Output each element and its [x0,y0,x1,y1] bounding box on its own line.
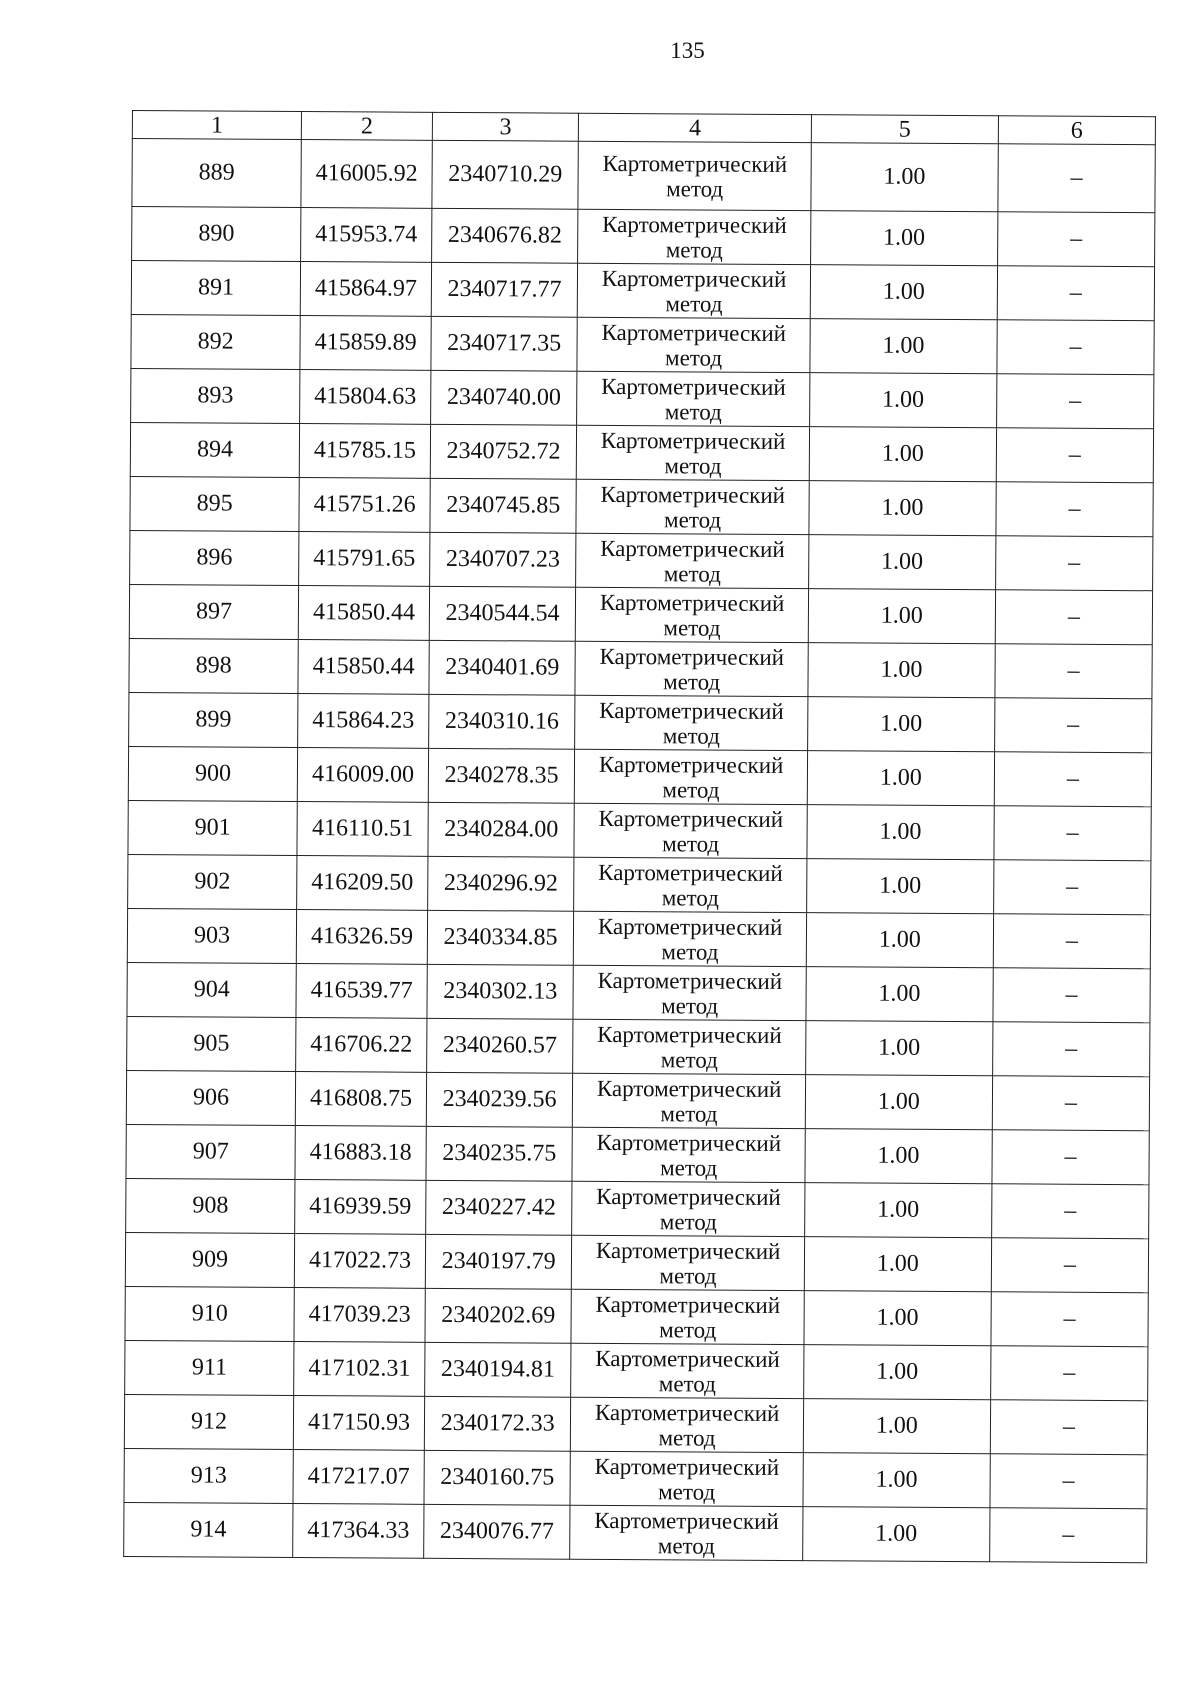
method-line-1: Картометрический [598,751,784,778]
method-line-2: метод [663,668,721,695]
table-row [127,1016,1150,1076]
accuracy-cell: 1.00 [805,1075,992,1130]
x-coordinate-cell: 415791.65 [299,532,430,587]
method-line-1: Картометрический [596,1183,781,1210]
x-coordinate-cell: 415785.15 [299,424,430,479]
point-number-cell: 905 [127,1016,297,1071]
accuracy-cell: 1.00 [810,211,997,266]
method-cell [578,141,811,210]
y-coordinate-cell: 2340302.13 [427,964,574,1019]
method-line-1: Картометрический [598,859,783,886]
method-line-1: Картометрический [596,1075,782,1102]
y-coordinate-cell: 2340296.92 [427,856,574,911]
note-cell: – [996,428,1153,483]
x-coordinate-cell: 416883.18 [295,1126,426,1181]
y-coordinate-cell: 2340707.23 [429,532,576,587]
table-row [125,1340,1148,1400]
method-line-1: Картометрический [601,265,787,292]
note-cell: – [990,1454,1147,1509]
method-line-2: метод [657,1532,715,1559]
accuracy-cell: 1.00 [806,967,993,1022]
accuracy-cell: 1.00 [810,319,997,374]
accuracy-cell: 1.00 [808,535,995,590]
accuracy-cell: 1.00 [805,1129,992,1184]
x-coordinate-cell: 415864.23 [298,694,429,749]
y-coordinate-cell: 2340401.69 [429,640,576,695]
method-cell [577,317,810,372]
accuracy-cell: 1.00 [804,1291,991,1346]
x-coordinate-cell: 416326.59 [297,910,428,965]
y-coordinate-cell: 2340197.79 [425,1234,572,1289]
note-cell: – [997,266,1154,321]
method-cell [575,749,808,804]
y-coordinate-cell: 2340076.77 [424,1504,571,1559]
note-cell: – [997,212,1154,267]
method-line-2: метод [658,1370,716,1397]
point-number-cell: 894 [130,422,300,477]
method-cell [570,1505,803,1560]
method-cell [578,209,811,264]
point-number-cell: 902 [128,854,298,909]
note-cell: – [993,914,1150,969]
method-cell [577,371,810,426]
x-coordinate-cell: 415953.74 [301,208,432,263]
table-row [132,207,1155,267]
point-number-cell: 899 [129,692,299,747]
point-number-cell: 903 [127,908,297,963]
accuracy-cell: 1.00 [802,1507,989,1562]
method-line-1: Картометрический [600,481,786,508]
method-line-2: метод [663,560,721,587]
method-line-1: Картометрический [594,1399,780,1426]
method-line-1: Картометрический [599,589,785,616]
accuracy-cell: 1.00 [804,1183,991,1238]
x-coordinate-cell: 416706.22 [296,1018,427,1073]
method-cell [574,857,807,912]
table-row [129,692,1152,752]
method-line-2: метод [665,236,723,263]
table-row [126,1178,1149,1238]
point-number-cell: 891 [131,261,301,316]
table-row [126,1070,1149,1130]
accuracy-cell: 1.00 [808,589,995,644]
point-number-cell: 907 [126,1124,296,1179]
x-coordinate-cell: 415850.44 [299,586,430,641]
point-number-cell: 913 [124,1448,294,1503]
point-number-cell: 909 [125,1232,295,1287]
method-line-2: метод [661,938,719,965]
method-line-1: Картометрический [601,373,786,400]
y-coordinate-cell: 2340202.69 [425,1288,572,1343]
x-coordinate-cell: 416209.50 [297,856,428,911]
method-line-1: Картометрический [602,150,788,177]
x-coordinate-cell: 416939.59 [295,1180,426,1235]
method-cell [571,1343,804,1398]
point-number-cell: 911 [125,1340,295,1395]
point-number-cell: 890 [132,207,302,262]
y-coordinate-cell: 2340745.85 [430,478,577,533]
method-line-1: Картометрический [595,1237,781,1264]
y-coordinate-cell: 2340235.75 [426,1126,573,1181]
method-line-1: Картометрический [597,967,783,994]
method-line-2: метод [662,722,720,749]
method-line-1: Картометрический [596,1129,782,1156]
y-coordinate-cell: 2340172.33 [424,1396,571,1451]
method-cell [571,1289,804,1344]
method-cell [574,803,807,858]
method-cell [573,1019,806,1074]
method-line-2: метод [663,614,721,641]
accuracy-cell: 1.00 [811,143,998,212]
method-cell [572,1127,805,1182]
method-line-2: метод [658,1424,716,1451]
method-line-1: Картометрический [602,211,787,238]
method-cell [576,533,809,588]
y-coordinate-cell: 2340717.77 [431,262,578,317]
method-line-2: метод [666,175,724,202]
method-cell [573,1073,806,1128]
table-row [132,139,1155,213]
accuracy-cell: 1.00 [809,427,996,482]
method-line-1: Картометрический [594,1453,780,1480]
y-coordinate-cell: 2340227.42 [425,1180,572,1235]
column-header-4: 4 [579,113,812,142]
table-row [131,368,1154,428]
y-coordinate-cell: 2340740.00 [430,370,577,425]
x-coordinate-cell: 417039.23 [294,1288,425,1343]
y-coordinate-cell: 2340160.75 [424,1450,571,1505]
table-body [124,139,1156,1563]
note-cell: – [991,1238,1148,1293]
method-cell [572,1235,805,1290]
point-number-cell: 896 [130,530,300,585]
method-cell [576,479,809,534]
x-coordinate-cell: 417150.93 [294,1396,425,1451]
method-line-1: Картометрический [599,643,785,670]
point-number-cell: 910 [125,1286,295,1341]
point-number-cell: 897 [129,584,299,639]
accuracy-cell: 1.00 [808,643,995,698]
method-line-1: Картометрический [597,1021,782,1048]
note-cell: – [992,1184,1149,1239]
y-coordinate-cell: 2340544.54 [429,586,576,641]
point-number-cell: 895 [130,476,300,531]
x-coordinate-cell: 416110.51 [297,802,428,857]
table-row [130,476,1153,536]
accuracy-cell: 1.00 [803,1399,990,1454]
method-cell [573,965,806,1020]
method-cell [575,695,808,750]
y-coordinate-cell: 2340717.35 [431,316,578,371]
accuracy-cell: 1.00 [809,373,996,428]
column-header-2: 2 [302,112,433,141]
x-coordinate-cell: 415751.26 [299,478,430,533]
accuracy-cell: 1.00 [807,805,994,860]
method-line-2: метод [659,1316,717,1343]
note-cell: – [997,320,1154,375]
method-line-1: Картометрический [594,1507,779,1534]
note-cell: – [993,1022,1150,1077]
method-line-2: метод [664,398,722,425]
note-cell: – [991,1346,1148,1401]
table-row [125,1232,1148,1292]
method-cell [571,1397,804,1452]
method-cell [577,425,810,480]
accuracy-cell: 1.00 [809,481,996,536]
y-coordinate-cell: 2340284.00 [428,802,575,857]
method-cell [576,587,809,642]
method-cell [572,1181,805,1236]
note-cell: – [996,374,1153,429]
accuracy-cell: 1.00 [807,697,994,752]
note-cell: – [990,1508,1147,1563]
x-coordinate-cell: 416005.92 [301,140,432,209]
method-line-2: метод [660,1154,718,1181]
method-line-2: метод [661,992,719,1019]
x-coordinate-cell: 415850.44 [298,640,429,695]
note-cell: – [993,860,1150,915]
method-line-1: Картометрический [599,697,784,724]
table-row [131,261,1154,321]
x-coordinate-cell: 415804.63 [300,370,431,425]
column-header-1: 1 [132,111,301,140]
y-coordinate-cell: 2340194.81 [425,1342,572,1397]
method-line-1: Картометрический [598,805,784,832]
note-cell: – [995,536,1152,591]
table-row [129,584,1152,644]
point-number-cell: 908 [126,1178,296,1233]
note-cell: – [993,968,1150,1023]
y-coordinate-cell: 2340239.56 [426,1072,573,1127]
y-coordinate-cell: 2340310.16 [428,694,575,749]
accuracy-cell: 1.00 [805,1021,992,1076]
method-line-2: метод [660,1046,718,1073]
x-coordinate-cell: 417022.73 [295,1234,426,1289]
table-row [124,1448,1147,1508]
x-coordinate-cell: 415864.97 [300,262,431,317]
note-cell: – [990,1400,1147,1455]
point-number-cell: 906 [126,1070,296,1125]
point-number-cell: 893 [131,368,301,423]
table-row [124,1502,1147,1562]
method-line-1: Картометрический [595,1291,781,1318]
note-cell: – [998,144,1156,213]
note-cell: – [994,698,1151,753]
method-line-2: метод [664,506,722,533]
y-coordinate-cell: 2340278.35 [428,748,575,803]
table-row [127,908,1150,968]
note-cell: – [995,590,1152,645]
x-coordinate-cell: 415859.89 [300,316,431,371]
column-header-5: 5 [811,115,998,144]
point-number-cell: 901 [128,800,298,855]
method-cell [570,1451,803,1506]
method-line-2: метод [665,290,723,317]
x-coordinate-cell: 417102.31 [294,1342,425,1397]
table-row [126,1124,1149,1184]
table-row [128,854,1151,914]
x-coordinate-cell: 416808.75 [296,1072,427,1127]
accuracy-cell: 1.00 [810,265,997,320]
note-cell: – [996,482,1153,537]
note-cell: – [991,1292,1148,1347]
note-cell: – [994,752,1151,807]
point-number-cell: 914 [124,1502,294,1557]
method-line-2: метод [665,344,723,371]
table-row [129,638,1152,698]
y-coordinate-cell: 2340676.82 [431,208,578,263]
method-line-2: метод [661,884,719,911]
point-number-cell: 898 [129,638,299,693]
method-line-2: метод [659,1208,717,1235]
coordinates-table [123,110,1156,1563]
method-line-2: метод [662,830,720,857]
method-line-1: Картометрический [600,535,785,562]
x-coordinate-cell: 416539.77 [296,964,427,1019]
x-coordinate-cell: 416009.00 [298,748,429,803]
method-line-1: Картометрический [601,319,787,346]
note-cell: – [992,1076,1149,1131]
table-row [130,530,1153,590]
table-row [127,962,1150,1022]
point-number-cell: 889 [132,139,302,208]
x-coordinate-cell: 417364.33 [293,1504,424,1559]
point-number-cell: 912 [124,1394,294,1449]
column-header-6: 6 [998,116,1155,145]
table-row [131,314,1154,374]
accuracy-cell: 1.00 [807,751,994,806]
method-cell [574,911,807,966]
point-number-cell: 892 [131,314,301,369]
accuracy-cell: 1.00 [803,1345,990,1400]
method-line-2: метод [664,452,722,479]
accuracy-cell: 1.00 [803,1453,990,1508]
table-row [124,1394,1147,1454]
point-number-cell: 904 [127,962,297,1017]
column-header-3: 3 [432,112,579,141]
method-cell [578,263,811,318]
y-coordinate-cell: 2340260.57 [426,1018,573,1073]
accuracy-cell: 1.00 [806,859,993,914]
accuracy-cell: 1.00 [806,913,993,968]
note-cell: – [995,644,1152,699]
method-cell [575,641,808,696]
method-line-1: Картометрический [600,427,786,454]
x-coordinate-cell: 417217.07 [293,1450,424,1505]
page-number: 135 [670,38,705,63]
note-cell: – [992,1130,1149,1185]
method-line-2: метод [658,1478,716,1505]
note-cell: – [994,806,1151,861]
method-line-2: метод [662,776,720,803]
table-row [128,800,1151,860]
accuracy-cell: 1.00 [804,1237,991,1292]
method-line-1: Картометрический [595,1345,780,1372]
point-number-cell: 900 [128,746,298,801]
method-line-2: метод [659,1262,717,1289]
method-line-2: метод [660,1100,718,1127]
table-row [130,422,1153,482]
table-row [128,746,1151,806]
y-coordinate-cell: 2340334.85 [427,910,574,965]
y-coordinate-cell: 2340752.72 [430,424,577,479]
table-row [125,1286,1148,1346]
method-line-1: Картометрический [597,913,783,940]
y-coordinate-cell: 2340710.29 [432,140,579,209]
